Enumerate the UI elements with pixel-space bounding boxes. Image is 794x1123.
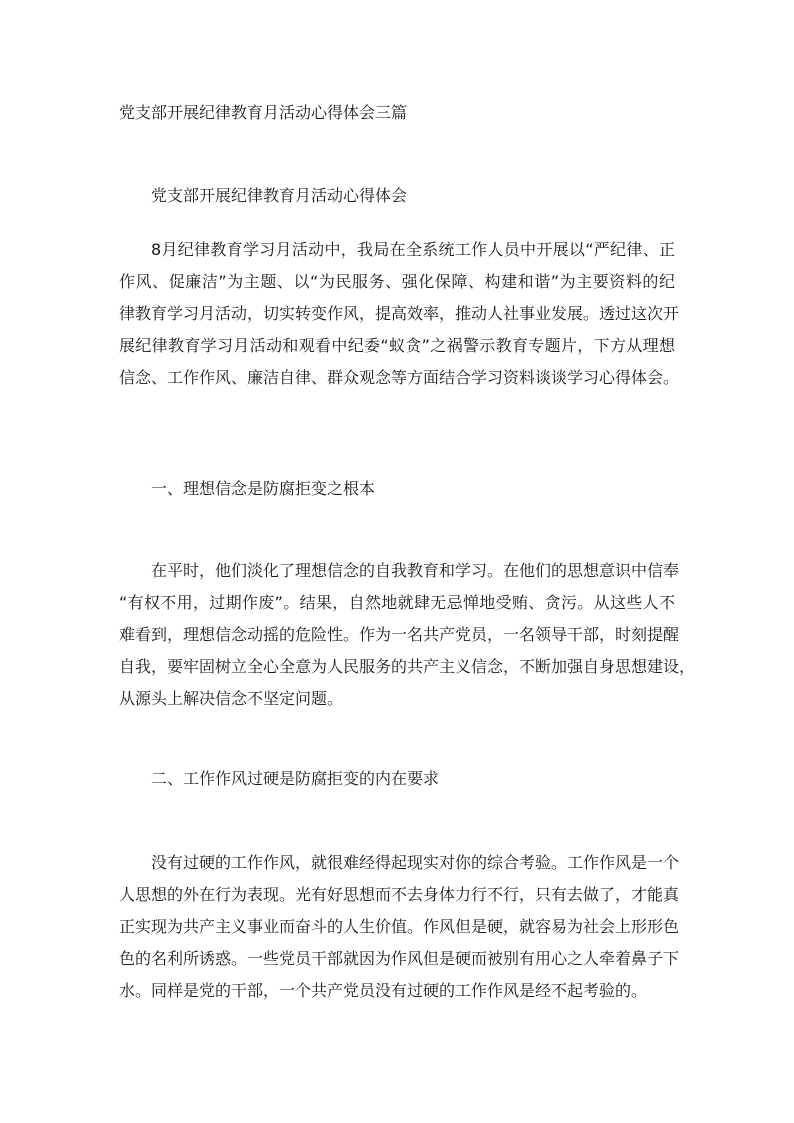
paragraph-line: “有权不用，过期作废”。结果，自然地就肆无忌惮地受贿、贪污。从这些人不 (119, 593, 675, 612)
paragraph-line: 正实现为共产主义事业而奋斗的人生价值。作风但是硬，就容易为社会上形形色 (119, 917, 680, 936)
paragraph-line: 展纪律教育学习月活动和观看中纪委“蚁贪”之祸警示教育专题片，下方从理想 (119, 336, 675, 355)
paragraph-line: 水。同样是党的干部，一个共产党员没有过硬的工作作风是经不起考验的。 (119, 981, 648, 1000)
paragraph-line: 律教育学习月活动，切实转变作风，提高效率，推动人社事业发展。透过这次开 (119, 304, 680, 323)
section-heading-2: 二、工作作风过硬是防腐拒变的内在要求 (151, 769, 440, 788)
paragraph-ideals (119, 555, 696, 715)
paragraph-line: 自我，要牢固树立全心全意为人民服务的共产主义信念，不断加强自身思想建设， (119, 657, 696, 676)
paragraph-intro (119, 234, 680, 394)
paragraph-line: 难看到，理想信念动摇的危险性。作为一名共产党员，一名领导干部，时刻提醒 (119, 625, 680, 644)
document-title: 党支部开展纪律教育月活动心得体会三篇 (119, 103, 408, 122)
paragraph-line: 从源头上解决信念不坚定问题。 (119, 689, 344, 708)
paragraph-work-style (119, 847, 680, 1007)
paragraph-line: 没有过硬的工作作风，就很难经得起现实对你的综合考验。工作作风是一个 (151, 853, 680, 872)
paragraph-line: 色的名利所诱惑。一些党员干部就因为作风但是硬而被别有用心之人牵着鼻子下 (119, 949, 680, 968)
document-subtitle: 党支部开展纪律教育月活动心得体会 (151, 186, 408, 205)
paragraph-line: 信念、工作作风、廉洁自律、群众观念等方面结合学习资料谈谈学习心得体会。 (119, 368, 680, 387)
paragraph-line: 人思想的外在行为表现。光有好思想而不去身体力行不行，只有去做了，才能真 (119, 885, 680, 904)
section-heading-1: 一、理想信念是防腐拒变之根本 (151, 479, 376, 498)
paragraph-line: 在平时，他们淡化了理想信念的自我教育和学习。在他们的思想意识中信奉 (151, 561, 680, 580)
paragraph-line: 8月纪律教育学习月活动中，我局在全系统工作人员中开展以“严纪律、正 (151, 240, 675, 259)
paragraph-line: 作风、促廉洁”为主题、以“为民服务、强化保障、构建和谐”为主要资料的纪 (119, 272, 675, 291)
